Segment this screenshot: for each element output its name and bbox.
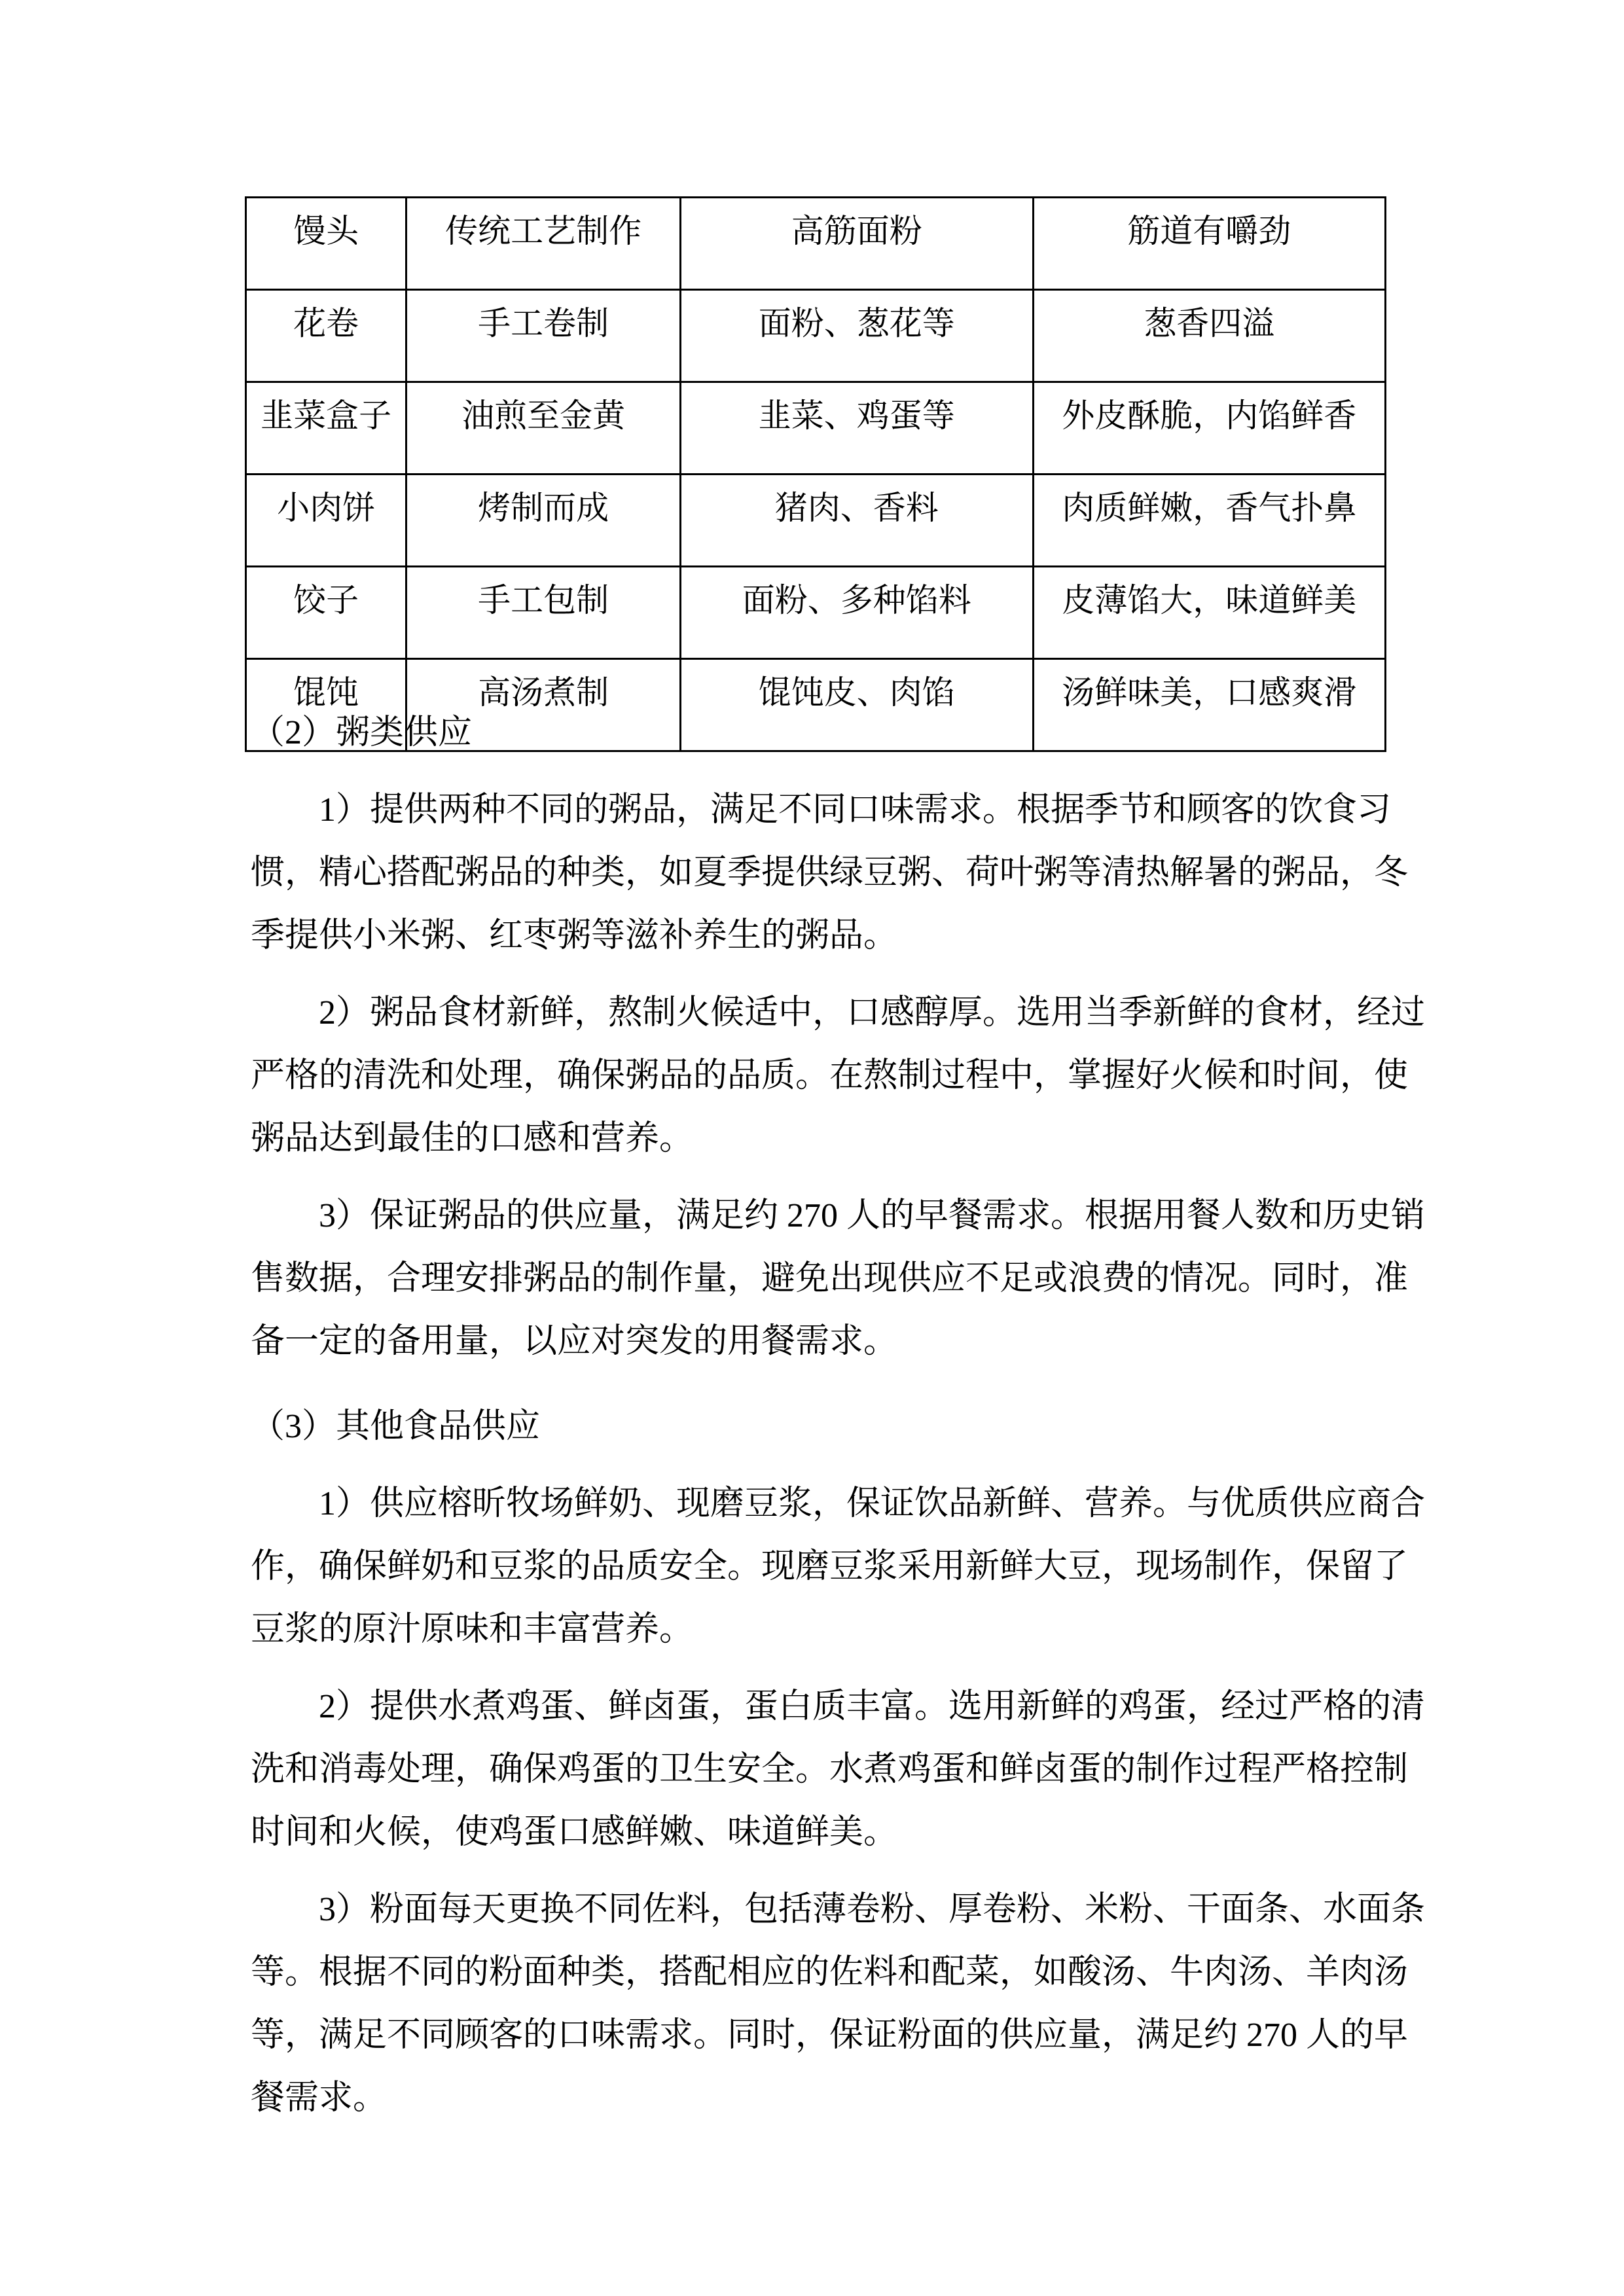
table-cell: 筋道有嚼劲 (1033, 198, 1386, 290)
text-line: 备一定的备用量，以应对突发的用餐需求。 (251, 1323, 898, 1360)
table-cell: 猪肉、香料 (681, 475, 1033, 567)
table-cell: 高汤煮制 (406, 659, 681, 751)
text-line: 作，确保鲜奶和豆浆的品质安全。现磨豆浆采用新鲜大豆，现场制作，保留了 (251, 1548, 1409, 1585)
text-line: 2）提供水煮鸡蛋、鲜卤蛋，蛋白质丰富。选用新鲜的鸡蛋，经过严格的清 (319, 1688, 1426, 1725)
table-cell: 手工包制 (406, 567, 681, 659)
table-cell: 汤鲜味美，口感爽滑 (1033, 659, 1386, 751)
table-cell: 馄饨 (246, 659, 406, 751)
table-cell: 葱香四溢 (1033, 290, 1386, 382)
table-row (246, 567, 1386, 659)
table-cell: 油煎至金黄 (406, 382, 681, 475)
table-cell: 馒头 (246, 198, 406, 290)
text-line: 3）保证粥品的供应量，满足约 270 人的早餐需求。根据用餐人数和历史销 (319, 1197, 1426, 1234)
text-line: 售数据，合理安排粥品的制作量，避免出现供应不足或浪费的情况。同时，准 (251, 1260, 1409, 1297)
text-line: 季提供小米粥、红枣粥等滋补养生的粥品。 (251, 917, 898, 954)
table-row (246, 475, 1386, 567)
paragraph (251, 1473, 1426, 1661)
table-cell: 面粉、葱花等 (681, 290, 1033, 382)
text-line: 等。根据不同的粉面种类，搭配相应的佐料和配菜，如酸汤、牛肉汤、羊肉汤 (251, 1954, 1409, 1991)
table-cell: 面粉、多种馅料 (681, 567, 1033, 659)
table-cell: 饺子 (246, 567, 406, 659)
table-cell: 手工卷制 (406, 290, 681, 382)
text-line: 严格的清洗和处理，确保粥品的品质。在熬制过程中，掌握好火候和时间，使 (251, 1057, 1409, 1094)
table-cell: 肉质鲜嫩，香气扑鼻 (1033, 475, 1386, 567)
text-line: 豆浆的原汁原味和丰富营养。 (251, 1611, 694, 1648)
document-body (251, 702, 1426, 2130)
text-line: 惯，精心搭配粥品的种类，如夏季提供绿豆粥、荷叶粥等清热解暑的粥品，冬 (251, 854, 1409, 891)
text-line: 时间和火候，使鸡蛋口感鲜嫩、味道鲜美。 (251, 1814, 898, 1851)
text-line: 1）提供两种不同的粥品，满足不同口味需求。根据季节和顾客的饮食习 (319, 791, 1392, 829)
paragraph (251, 1185, 1426, 1373)
table-cell: 花卷 (246, 290, 406, 382)
table-cell: 小肉饼 (246, 475, 406, 567)
section-heading: （3）其他食品供应 (251, 1408, 541, 1445)
text-line: 餐需求。 (251, 2079, 388, 2117)
text-line: 等，满足不同顾客的口味需求。同时，保证粉面的供应量，满足约 270 人的早 (251, 2017, 1409, 2054)
paragraph (251, 1676, 1426, 1864)
section-heading: （2）粥类供应 (251, 714, 473, 751)
table-cell: 外皮酥脆，内馅鲜香 (1033, 382, 1386, 475)
text-line: 洗和消毒处理，确保鸡蛋的卫生安全。水煮鸡蛋和鲜卤蛋的制作过程严格控制 (251, 1751, 1409, 1788)
food-table (245, 196, 1386, 752)
paragraph (251, 779, 1409, 967)
table-cell: 馄饨皮、肉馅 (681, 659, 1033, 751)
table-cell: 皮薄馅大，味道鲜美 (1033, 567, 1386, 659)
table-row (246, 290, 1386, 382)
text-line: 粥品达到最佳的口感和营养。 (251, 1120, 694, 1157)
paragraph (251, 1878, 1426, 2130)
table-cell: 韭菜、鸡蛋等 (681, 382, 1033, 475)
table-cell: 韭菜盒子 (246, 382, 406, 475)
text-line: 3）粉面每天更换不同佐料，包括薄卷粉、厚卷粉、米粉、干面条、水面条 (319, 1891, 1426, 1928)
table-cell: 烤制而成 (406, 475, 681, 567)
table-cell: 传统工艺制作 (406, 198, 681, 290)
text-line: 1）供应榕昕牧场鲜奶、现磨豆浆，保证饮品新鲜、营养。与优质供应商合 (319, 1485, 1426, 1522)
text-line: 2）粥品食材新鲜，熬制火候适中，口感醇厚。选用当季新鲜的食材，经过 (319, 994, 1426, 1031)
table-row (246, 382, 1386, 475)
table-cell: 高筋面粉 (681, 198, 1033, 290)
table-row (246, 198, 1386, 290)
paragraph (251, 982, 1426, 1170)
